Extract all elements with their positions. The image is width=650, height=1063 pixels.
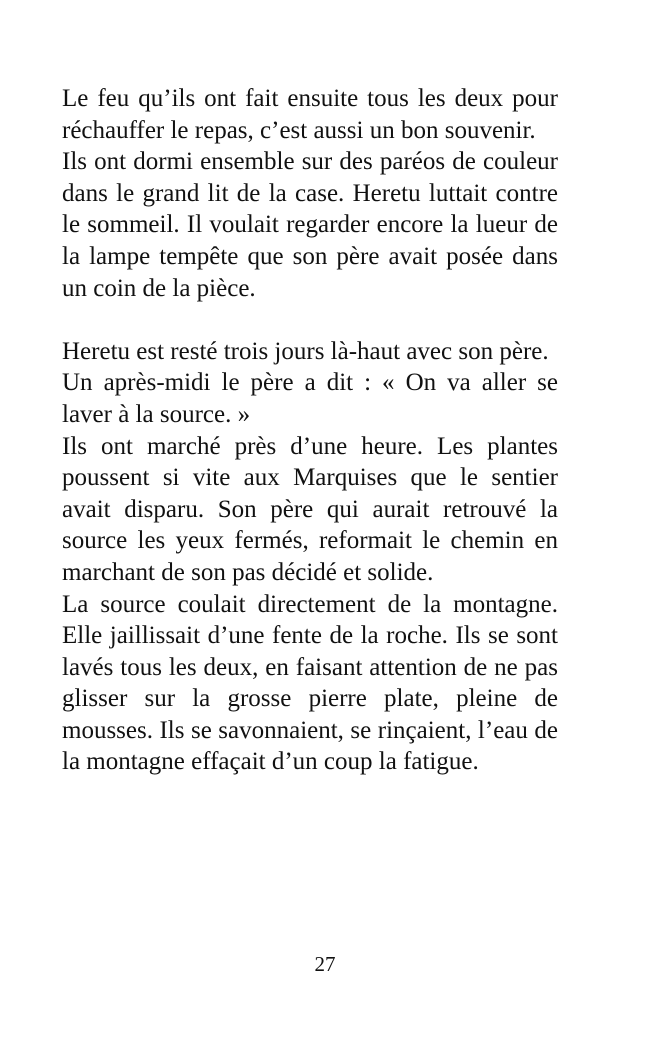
paragraph-1: Le feu qu’ils ont fait ensuite tous les deux pour réchauffer le repas, c’est aussi un bon souvenir.: [62, 85, 558, 144]
paragraph-6: La source coulait directement de la montagne. Elle jaillissait d’une fente de la roche. Ils se sont lavés tous les deux, en faisant attention de ne pas glisser sur la grosse pierre plate, pleine de mousses. Ils se savonnaient, se rinçaient, l’eau de la montagne effaçait d’un coup la fatigue.: [62, 590, 558, 776]
paragraph-4: Un après-midi le père a dit : « On va aller se laver à la source. »: [62, 369, 558, 428]
paragraph-gap: [62, 304, 558, 336]
paragraph-5: Ils ont marché près d’une heure. Les plantes poussent si vite aux Marquises que le sentier avait disparu. Son père qui aurait retrouvé la source les yeux fermés, reformait le chemin en marchant de son pas décidé et solide.: [62, 432, 558, 586]
paragraph-3: Heretu est resté trois jours là-haut avec son père.: [62, 337, 549, 365]
paragraph-2: Ils ont dormi ensemble sur des paréos de couleur dans le grand lit de la case. Heretu luttait contre le sommeil. Il voulait regarder encore la lueur de la lampe tempête que son père avait posée dans un coin de la pièce.: [62, 148, 558, 302]
page-number: 27: [314, 952, 336, 976]
page-body: [62, 83, 558, 778]
